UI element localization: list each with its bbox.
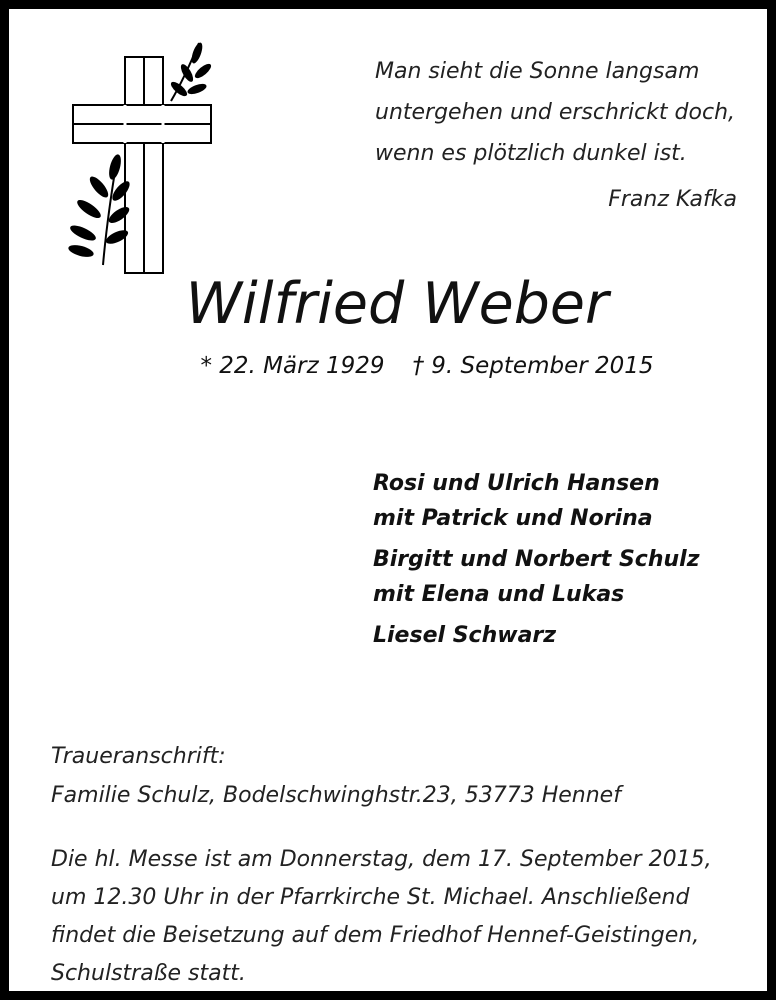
mourner-line: Birgitt und Norbert Schulz	[373, 547, 700, 572]
palm-branch-bottom-icon	[67, 153, 132, 265]
service-line: Schulstraße statt.	[51, 961, 246, 986]
mourner-line: mit Patrick und Norina	[373, 506, 653, 531]
address-label: Traueranschrift:	[51, 744, 226, 769]
birth-date: * 22. März 1929	[200, 353, 385, 379]
service-line: Die hl. Messe ist am Donnerstag, dem 17. September 2015,	[51, 847, 712, 872]
address-value: Familie Schulz, Bodelschwinghstr.23, 53773 Hennef	[51, 783, 621, 808]
cross-icon	[59, 39, 219, 279]
quote-author: Franz Kafka	[608, 187, 737, 212]
mourning-address	[51, 737, 751, 815]
kafka-quote	[375, 51, 755, 174]
service-line: findet die Beisetzung auf dem Friedhof Hennef-Geistingen,	[51, 923, 700, 948]
mourner-line: Rosi und Ulrich Hansen	[373, 471, 660, 496]
mourner-group	[373, 542, 763, 612]
mourners-list	[373, 466, 763, 659]
death-date: † 9. September 2015	[412, 353, 654, 379]
quote-line: untergehen und erschrickt doch,	[375, 100, 736, 125]
life-dates	[9, 353, 776, 379]
deceased-name: Wilfried Weber	[185, 271, 609, 337]
service-notice	[51, 841, 757, 993]
quote-line: wenn es plötzlich dunkel ist.	[375, 141, 687, 166]
mourner-group	[373, 466, 763, 536]
palm-branch-top-icon	[169, 41, 213, 101]
mourner-line: Liesel Schwarz	[373, 623, 557, 648]
quote-line: Man sieht die Sonne langsam	[375, 59, 700, 84]
mourner-line: mit Elena und Lukas	[373, 582, 625, 607]
service-line: um 12.30 Uhr in der Pfarrkirche St. Michael. Anschließend	[51, 885, 690, 910]
mourner-group	[373, 618, 763, 653]
